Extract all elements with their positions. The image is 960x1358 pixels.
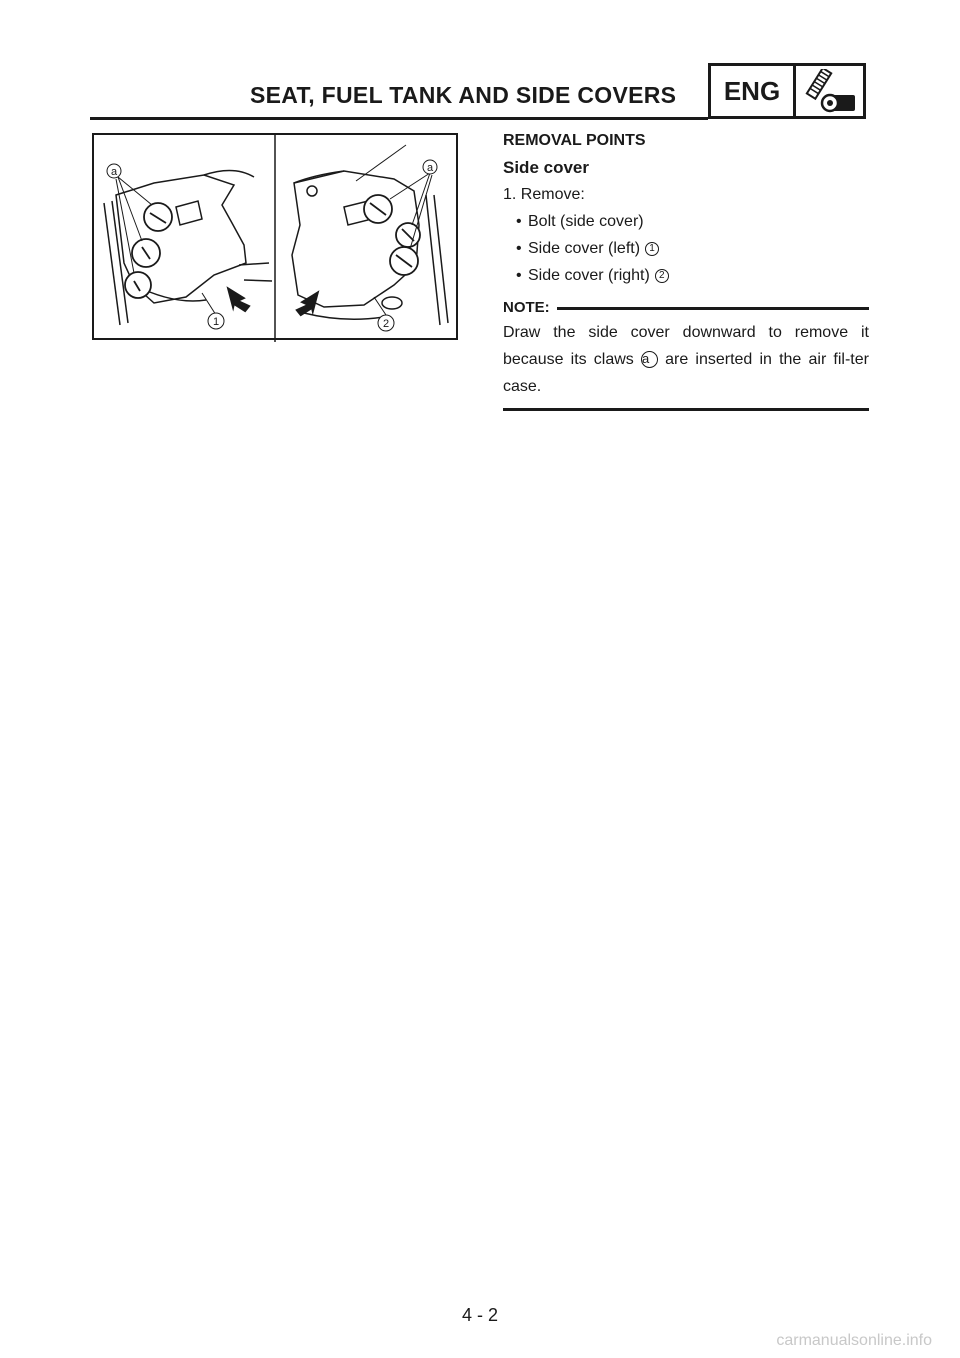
note-rule (557, 307, 869, 310)
section-heading: REMOVAL POINTS (503, 132, 646, 149)
note-end-rule (503, 408, 869, 411)
procedure-column (503, 128, 869, 411)
list-item-text: Side cover (right) (528, 267, 650, 284)
callout-a-left-label: a (110, 166, 118, 178)
page-number: 4 - 2 (461, 1305, 499, 1325)
note-text-part-1: Draw the side cover downward to remove it because its claws (503, 324, 869, 368)
watermark: carmanualsonline.info (776, 1332, 932, 1349)
engine-bolt-icon (797, 69, 861, 115)
list-item-text: Bolt (side cover) (528, 213, 644, 230)
ref-marker: 2 (655, 269, 669, 283)
note-text-part-2: are inserted in the air fil-ter case. (503, 351, 869, 395)
ref-marker: 1 (645, 242, 659, 256)
list-item-text: Side cover (left) (528, 240, 641, 257)
callout-2-label: 2 (382, 318, 390, 330)
side-cover-illustration (92, 133, 458, 340)
subsection-heading: Side cover (503, 158, 589, 177)
note-header (503, 295, 869, 319)
callout-a-right-label: a (426, 162, 434, 174)
step-1: 1. Remove: (503, 186, 585, 203)
header-rule (90, 117, 708, 120)
pull-direction-arrow-left (226, 284, 251, 314)
list-item: • Side cover (right) 2 (503, 262, 869, 289)
page-title: SEAT, FUEL TANK AND SIDE COVERS (250, 82, 677, 108)
list-item: • Bolt (side cover) (516, 213, 644, 230)
note-label: NOTE: (503, 299, 550, 316)
callout-1-label: 1 (212, 316, 220, 328)
section-badge (708, 63, 866, 119)
note-text (503, 319, 869, 400)
ref-marker-a: a (641, 351, 658, 368)
section-badge-label: ENG (711, 66, 796, 116)
list-item: • Side cover (left) 1 (503, 235, 869, 262)
